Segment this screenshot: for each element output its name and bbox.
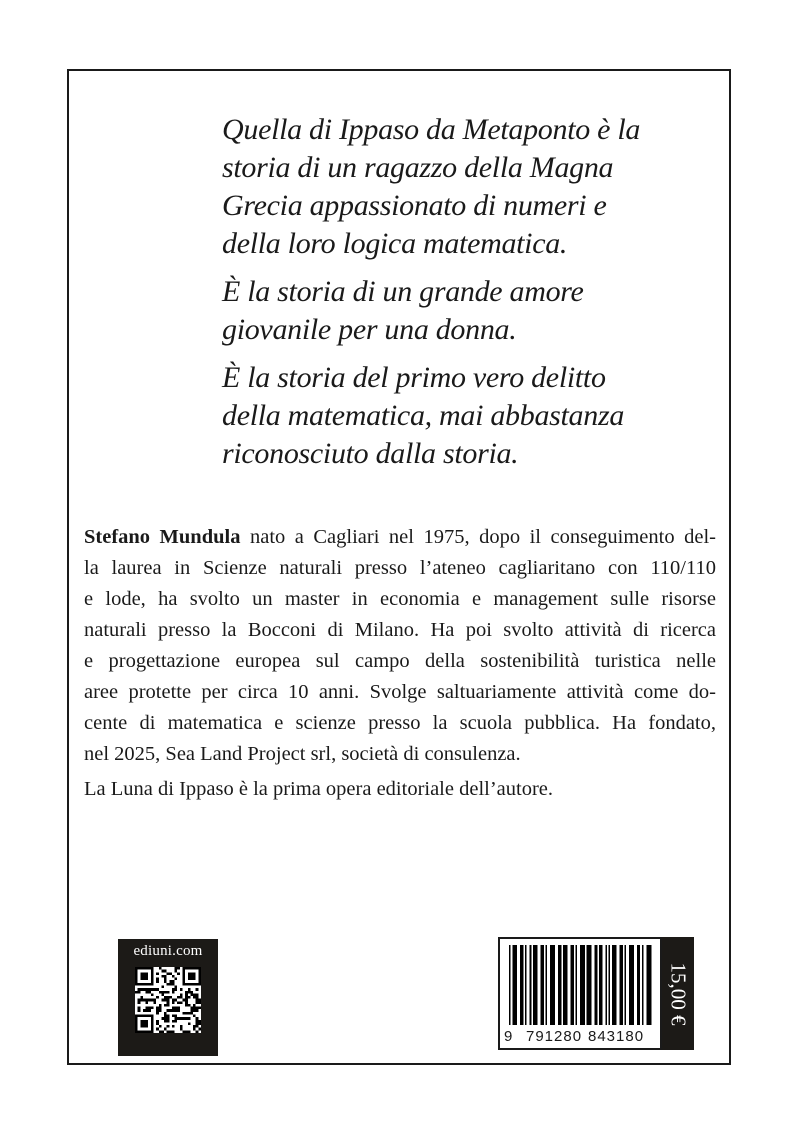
publisher-url[interactable]: ediuni.com — [133, 943, 203, 959]
isbn-group-1: 791280 — [526, 1028, 583, 1045]
price-block — [662, 937, 694, 1050]
isbn-group-2: 843180 — [588, 1028, 645, 1045]
quote-line: Quella di Ippaso da Metaponto è la — [222, 113, 641, 146]
quote-line: riconosciuto dalla storia. — [222, 437, 519, 470]
publisher-block — [118, 939, 218, 1056]
author-name: Stefano Mundula — [84, 526, 241, 548]
qr-code-icon[interactable] — [135, 967, 201, 1033]
bio-first-line-text: nato a Cagliari nel 1975, dopo il conseguimento del- — [240, 526, 716, 548]
isbn-first-digit: 9 — [504, 1028, 513, 1045]
bio-line: cente di matematica e scienze presso la scuola pubblica. Ha fondato, — [84, 712, 716, 734]
blurb-quotes — [222, 111, 692, 483]
isbn-barcode — [498, 937, 662, 1050]
quote-line: È la storia del primo vero delitto — [222, 361, 606, 394]
quote-line: giovanile per una donna. — [222, 313, 517, 346]
bio-line: e progettazione europea sul campo della sostenibilità turistica nelle — [84, 650, 716, 672]
quote-paragraph-1 — [222, 111, 692, 263]
barcode-icon — [506, 945, 656, 1025]
bio-note: La Luna di Ippaso è la prima opera editoriale dell’autore. — [84, 778, 554, 800]
quote-line: È la storia di un grande amore — [222, 275, 584, 308]
author-bio — [84, 522, 716, 805]
bio-line: aree protette per circa 10 anni. Svolge saltuariamente attività come do- — [84, 681, 716, 703]
bio-line: la laurea in Scienze naturali presso l’ateneo cagliaritano con 110/110 — [84, 557, 716, 579]
quote-line: Grecia appassionato di numeri e — [222, 189, 607, 222]
bio-line: naturali presso la Bocconi di Milano. Ha poi svolto attività di ricerca — [84, 619, 716, 641]
quote-line: della matematica, mai abbastanza — [222, 399, 625, 432]
bio-line: nel 2025, Sea Land Project srl, società di consulenza. — [84, 743, 521, 765]
quote-paragraph-2 — [222, 273, 692, 349]
quote-paragraph-3 — [222, 359, 692, 473]
quote-line: storia di un ragazzo della Magna — [222, 151, 614, 184]
price-label: 15,00 € — [666, 962, 691, 1025]
quote-line: della loro logica matematica. — [222, 227, 568, 260]
bio-line — [84, 522, 716, 553]
bio-line: e lode, ha svolto un master in economia e management sulle risorse — [84, 588, 716, 610]
